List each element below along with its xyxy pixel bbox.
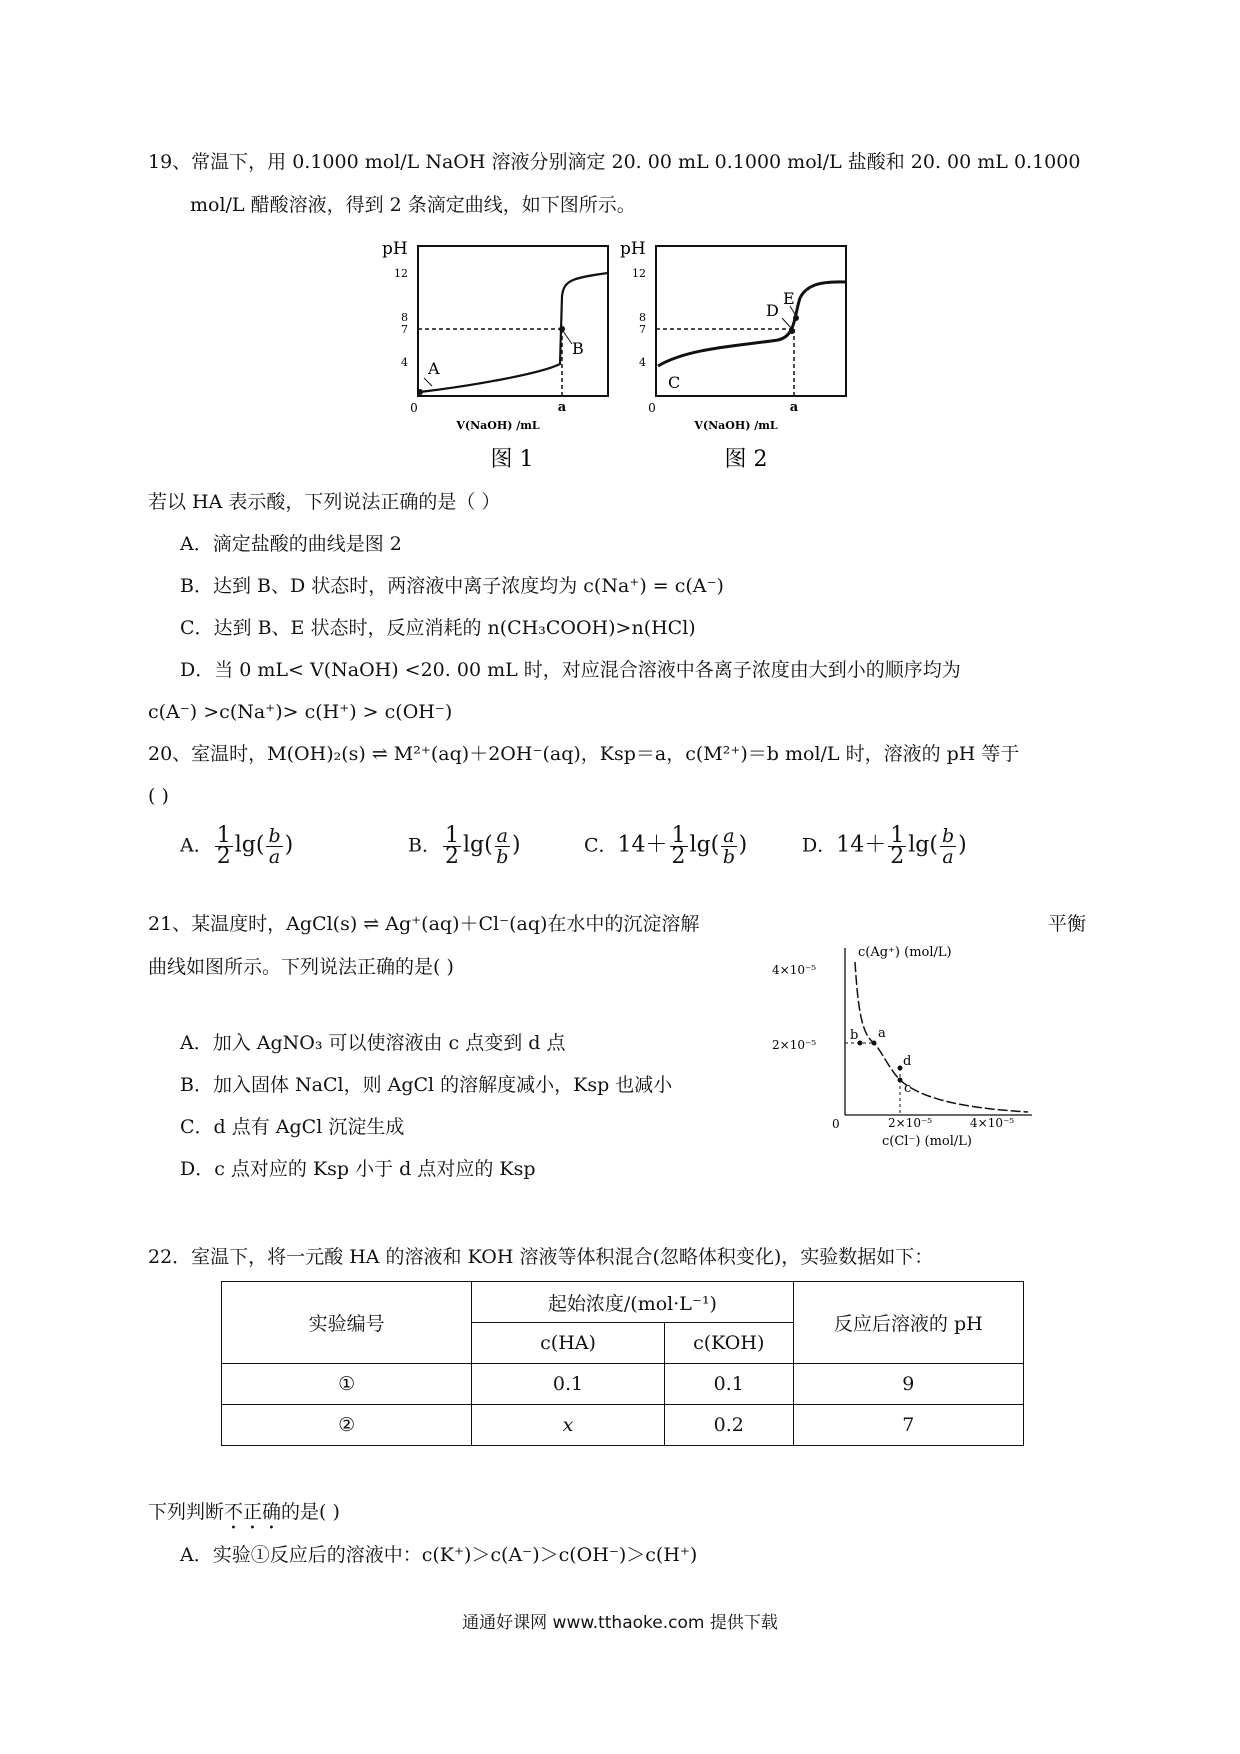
fig2-xtick-a: a [789,400,799,415]
q19-option-a: A．滴定盐酸的曲线是图 2 [180,533,402,555]
fig1-xtick-a: a [557,400,567,415]
fig1-ytick-4: 4 [401,356,408,369]
table-header-conc: 起始浓度/(mol·L⁻¹) [472,1282,793,1323]
table-header-cha: c(HA) [472,1323,665,1364]
fig2-xlabel: V(NaOH) /mL [694,419,778,432]
table-header-exp: 实验编号 [222,1282,472,1364]
fig2-caption: 图 2 [724,447,768,472]
q22-option-a: A．实验①反应后的溶液中：c(K⁺)＞c(A⁻)＞c(OH⁻)＞c(H⁺) [180,1544,698,1566]
q21-xtick-mid: 2×10⁻⁵ [888,1116,933,1130]
table-row: ② x 0.2 7 [222,1405,1024,1446]
q19-stem-line1: 19、常温下，用 0.1000 mol/L NaOH 溶液分别滴定 20. 00 mL 0.1000 mol/L 盐酸和 20. 00 mL 0.1000 [148,151,1081,173]
q21-point-b: b [850,1028,859,1043]
q19-figure-2 [618,236,858,476]
fig2-ylabel: pH [620,239,646,259]
q20-option-d: D．14＋ $\frac{1}{2}$ lg( $\frac{b}{a}$ ) [802,823,967,869]
fig2-point-E: E [783,289,795,308]
q21-xlabel: c(Cl⁻) (mol/L) [882,1134,972,1149]
q20-option-c: C．14＋ $\frac{1}{2}$ lg( $\frac{a}{b}$ ) [584,823,748,869]
fig2-ytick-8: 8 [639,311,646,324]
q21-point-d: d [903,1054,912,1069]
fig1-xlabel: V(NaOH) /mL [456,419,540,432]
fig1-point-A: A [428,359,440,378]
fig2-ytick-7: 7 [639,323,646,336]
q21-ylabel: c(Ag⁺) (mol/L) [858,945,952,960]
q19-option-b: B．达到 B、D 状态时，两溶液中离子浓度均为 c(Na⁺) = c(A⁻) [180,575,724,597]
q19-option-d-line1: D．当 0 mL< V(NaOH) <20. 00 mL 时，对应混合溶液中各离子浓度由大到小的顺序均为 [180,659,961,681]
q21-solubility-graph [770,940,1040,1155]
q21-xtick-right: 4×10⁻⁵ [970,1116,1015,1130]
q21-ytick-mid: 2×10⁻⁵ [772,1038,817,1052]
q19-stem-line2: mol/L 醋酸溶液，得到 2 条滴定曲线，如下图所示。 [190,194,636,216]
q21-ytick-top: 4×10⁻⁵ [772,963,817,977]
fig2-ytick-12: 12 [632,267,646,280]
fig1-ylabel: pH [382,239,408,259]
q22-data-table [221,1281,1024,1446]
q21-stem-left: 21、某温度时，AgCl(s) ⇌ Ag⁺(aq)＋Cl⁻(aq)在水中的沉淀溶解 [148,913,700,935]
q19-option-c: C．达到 B、E 状态时，反应消耗的 n(CH₃COOH)>n(HCl) [180,617,696,639]
fig2-point-C: C [668,373,681,392]
q19-figure-1 [380,236,620,476]
fig1-ytick-12: 12 [394,267,408,280]
q21-option-b: B．加入固体 NaCl，则 AgCl 的溶解度减小，Ksp 也减小 [180,1074,673,1096]
q21-point-c: c [904,1081,912,1096]
q20-stem: 20、室温时，M(OH)₂(s) ⇌ M²⁺(aq)＋2OH⁻(aq)，Ksp＝a，c(M²⁺)＝b mol/L 时，溶液的 pH 等于 [148,743,1020,765]
q20-blank: ( ) [148,785,169,807]
q20-option-b: B． $\frac{1}{2}$ lg( $\frac{a}{b}$ ) [408,823,521,869]
q22-ask: 下列判断不正确的是( ) [148,1501,340,1523]
q21-option-d: D．c 点对应的 Ksp 小于 d 点对应的 Ksp [180,1158,536,1180]
q21-point-a: a [878,1026,886,1041]
fig2-point-D: D [766,301,779,320]
fig1-caption: 图 1 [490,447,534,472]
fig2-origin: 0 [648,401,656,415]
fig1-origin: 0 [410,401,418,415]
table-header-ckoh: c(KOH) [664,1323,793,1364]
q21-stem-line2: 曲线如图所示。下列说法正确的是( ) [148,956,454,978]
q22-stem: 22．室温下，将一元酸 HA 的溶液和 KOH 溶液等体积混合(忽略体积变化)，实验数据如下： [148,1246,934,1268]
q20-option-a: A． $\frac{1}{2}$ lg( $\frac{b}{a}$ ) [180,823,294,869]
q19-ask: 若以 HA 表示酸，下列说法正确的是（ ） [148,491,501,513]
fig1-point-B: B [572,339,584,358]
page-footer: 通通好课网 www.tthaoke.com 提供下载 [462,1613,778,1633]
fig1-ytick-7: 7 [401,323,408,336]
q21-stem-right: 平衡 [1048,913,1087,935]
fig2-ytick-4: 4 [639,356,646,369]
table-header-ph: 反应后溶液的 pH [793,1282,1023,1364]
q19-option-d-line2: c(A⁻) >c(Na⁺)> c(H⁺) > c(OH⁻) [148,701,453,723]
q21-origin: 0 [832,1117,840,1131]
q21-option-a: A．加入 AgNO₃ 可以使溶液由 c 点变到 d 点 [180,1032,566,1054]
table-row: ① 0.1 0.1 9 [222,1364,1024,1405]
fig1-ytick-8: 8 [401,311,408,324]
q21-option-c: C．d 点有 AgCl 沉淀生成 [180,1116,405,1138]
